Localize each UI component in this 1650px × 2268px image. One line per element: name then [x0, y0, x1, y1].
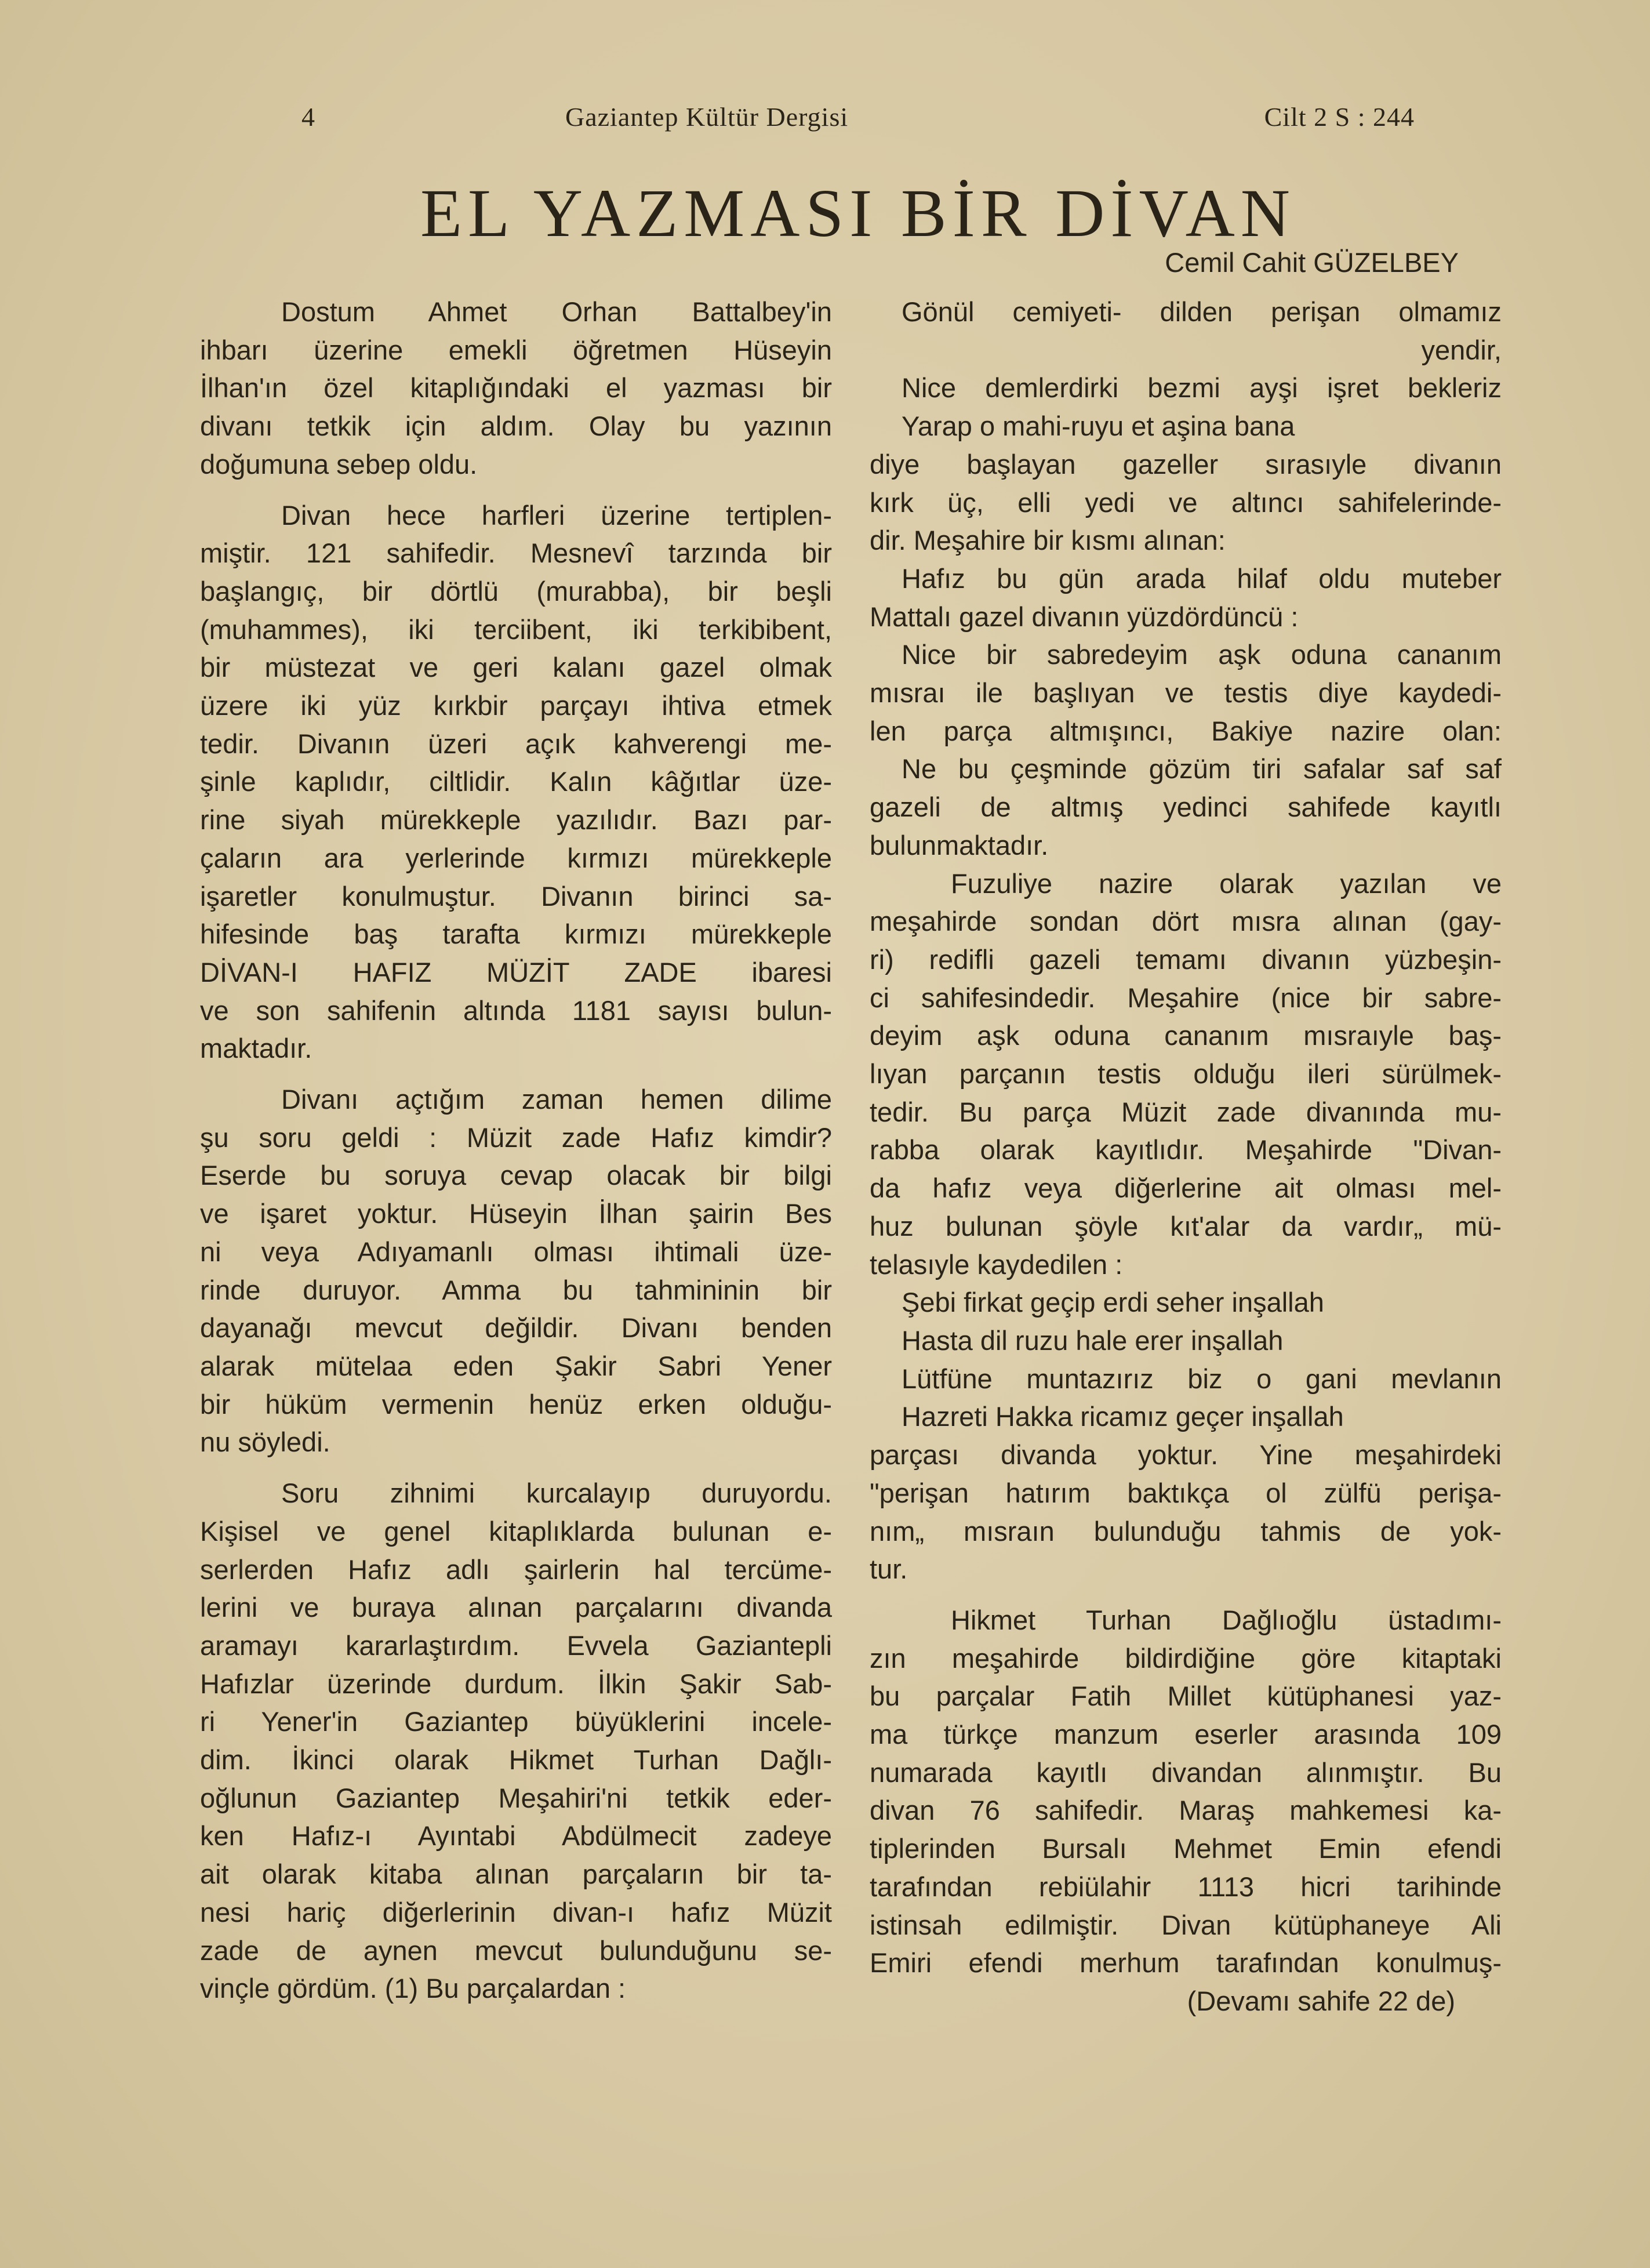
- paragraph: [870, 865, 1502, 1284]
- text-line: numarada kayıtlı divandan alınmıştır. Bu: [870, 1757, 1502, 1788]
- text-line: Hafızlar üzerinde durdum. İlkin Şakir Sab-: [200, 1668, 832, 1699]
- text-line: (muhammes), iki terciibent, iki terkibibent,: [200, 614, 832, 645]
- text-line: ri Yener'in Gaziantep büyüklerini incele-: [200, 1706, 832, 1737]
- paragraph: [870, 788, 1502, 864]
- text-line: miştir. 121 sahifedir. Mesnevî tarzında bir: [200, 538, 832, 569]
- text-line: alarak mütelaa eden Şakir Sabri Yener: [200, 1350, 832, 1381]
- verse-block: [870, 750, 1502, 788]
- text-line: bu parçalar Fatih Millet kütüphanesi yaz-: [870, 1681, 1502, 1712]
- article-author: Cemil Cahit GÜZELBEY: [1165, 247, 1459, 278]
- text-line: rine siyah mürekkeple yazılıdır. Bazı par-: [200, 804, 832, 836]
- verse-line: Gönül cemiyeti- dilden perişan olmamız: [902, 296, 1502, 327]
- verse-line: yendir,: [1421, 334, 1502, 365]
- text-line: Hikmet Turhan Dağlıoğlu üstadımı-: [951, 1604, 1502, 1635]
- text-line: doğumuna sebep oldu.: [200, 448, 478, 480]
- text-line: şinle kaplıdır, ciltlidir. Kalın kâğıtlar üze-: [200, 766, 832, 797]
- text-line: ait olarak kitaba alınan parçaların bir ta-: [200, 1859, 832, 1890]
- text-line: oğlunun Gaziantep Meşahiri'ni tetkik eder-: [200, 1782, 832, 1813]
- paragraph: [200, 1474, 832, 2008]
- text-line: aramayı kararlaştırdım. Evvela Gaziantepli: [200, 1630, 832, 1661]
- text-line: divan 76 sahifedir. Maraş mahkemesi ka-: [870, 1795, 1502, 1826]
- text-line: Kişisel ve genel kitaplıklarda bulunan e-: [200, 1515, 832, 1547]
- verse-line: Yarap o mahi-ruyu et aşina bana: [902, 411, 1295, 442]
- text-line: DİVAN-I HAFIZ MÜZİT ZADE ibaresi: [200, 956, 832, 988]
- text-line: bir müstezat ve geri kalanı gazel olmak: [200, 652, 832, 683]
- text-line: ma türkçe manzum eserler arasında 109: [870, 1719, 1502, 1750]
- verse-line: Hazreti Hakka ricamız geçer inşallah: [902, 1401, 1344, 1432]
- text-line: nım„ mısraın bulunduğu tahmis de yok-: [870, 1515, 1502, 1547]
- text-line: rinde duruyor. Amma bu tahmininin bir: [200, 1274, 832, 1305]
- text-line: da hafız veya diğerlerine ait olması mel-: [870, 1173, 1502, 1204]
- text-line: ni veya Adıyamanlı olması ihtimali üze-: [200, 1236, 832, 1267]
- text-line: hifesinde baş tarafta kırmızı mürekkeple: [200, 919, 832, 950]
- page-number: 4: [301, 102, 315, 132]
- text-line: ken Hafız-ı Ayıntabi Abdülmecit zadeye: [200, 1820, 832, 1852]
- text-line: divanı tetkik için aldım. Olay bu yazının: [200, 411, 832, 442]
- text-line: Mattalı gazel divanın yüzdördüncü :: [870, 601, 1299, 632]
- text-line: Divan hece harfleri üzerine tertiplen-: [281, 499, 832, 531]
- verse-block: [870, 293, 1502, 445]
- text-line: diye başlayan gazeller sırasıyle divanın: [870, 448, 1502, 480]
- verse-line: Hasta dil ruzu hale erer inşallah: [902, 1324, 1284, 1356]
- paragraph: [870, 674, 1502, 750]
- text-line: bir hüküm vermenin henüz erken olduğu-: [200, 1388, 832, 1420]
- text-line: Fuzuliye nazire olarak yazılan ve: [951, 868, 1502, 899]
- text-line: tarafından rebiülahir 1113 hicri tarihinde: [870, 1871, 1502, 1902]
- text-line: ci sahifesindedir. Meşahire (nice bir sabre-: [870, 982, 1502, 1013]
- paragraph: [870, 1601, 1502, 1982]
- verse-line: Şebi firkat geçip erdi seher inşallah: [902, 1287, 1324, 1318]
- text-line: Divanı açtığım zaman hemen dilime: [281, 1084, 832, 1115]
- text-line: başlangıç, bir dörtlü (murabba), bir beşli: [200, 575, 832, 607]
- verse-line: Nice demlerdirki bezmi ayşi işret bekleriz: [902, 372, 1502, 404]
- text-line: vinçle gördüm. (1) Bu parçalardan :: [200, 1973, 626, 2004]
- text-line: tiplerinden Bursalı Mehmet Emin efendi: [870, 1833, 1502, 1864]
- article-title: EL YAZMASI BİR DİVAN: [420, 175, 1296, 251]
- text-line: tedir. Divanın üzeri açık kahverengi me-: [200, 728, 832, 759]
- journal-name: Gaziantep Kültür Dergisi: [565, 102, 849, 132]
- text-line: huz bulunan şöyle kıt'alar da vardır„ mü-: [870, 1210, 1502, 1242]
- continuation-note: [870, 1982, 1502, 2020]
- volume-issue: Cilt 2 S : 244: [1264, 102, 1415, 132]
- left-column: [200, 293, 832, 2008]
- verse-block: [870, 560, 1502, 598]
- text-line: zın meşahirde bildirdiğine göre kitaptaki: [870, 1642, 1502, 1674]
- text-line: İlhan'ın özel kitaplığındaki el yazması bir: [200, 372, 832, 404]
- text-line: telasıyle kaydedilen :: [870, 1249, 1123, 1280]
- text-line: dayanağı mevcut değildir. Divanı benden: [200, 1312, 832, 1344]
- verse-block: [870, 636, 1502, 674]
- text-line: şu soru geldi : Müzit zade Hafız kimdir?: [200, 1122, 832, 1153]
- text-line: istinsah edilmiştir. Divan kütüphaneye Ali: [870, 1909, 1502, 1940]
- verse-line: Ne bu çeşminde gözüm tiri safalar saf saf: [902, 753, 1502, 785]
- paragraph: [200, 293, 832, 484]
- text-line: mısraı ile başlıyan ve testis diye kaydedi-: [870, 677, 1502, 709]
- text-line: serlerden Hafız adlı şairlerin hal tercüme-: [200, 1554, 832, 1585]
- text-line: ri) redifli gazeli temamı divanın yüzbeşin-: [870, 944, 1502, 975]
- text-line: ve son sahifenin altında 1181 sayısı bulun-: [200, 995, 832, 1026]
- text-line: dir. Meşahire bir kısmı alınan:: [870, 525, 1226, 556]
- text-line: dim. İkinci olarak Hikmet Turhan Dağlı-: [200, 1744, 832, 1776]
- text-line: Emiri efendi merhum tarafından konulmuş-: [870, 1947, 1502, 1979]
- text-line: ve işaret yoktur. Hüseyin İlhan şairin Bes: [200, 1198, 832, 1229]
- paragraph: [870, 1436, 1502, 1588]
- paragraph: [870, 445, 1502, 560]
- paragraph: [870, 598, 1502, 636]
- text-line: üzere iki yüz kırkbir parçayı ihtiva etmek: [200, 690, 832, 721]
- continued-on-page: (Devamı sahife 22 de): [1187, 1985, 1455, 2016]
- text-line: bulunmaktadır.: [870, 829, 1049, 861]
- verse-block: [870, 1283, 1502, 1436]
- text-line: ihbarı üzerine emekli öğretmen Hüseyin: [200, 334, 832, 365]
- right-column: [870, 293, 1502, 2020]
- text-line: kırk üç, elli yedi ve altıncı sahifelerinde-: [870, 487, 1502, 518]
- text-line: tedir. Bu parça Müzit zade divanında mu-: [870, 1096, 1502, 1127]
- text-line: lerini ve buraya alınan parçalarını divanda: [200, 1592, 832, 1623]
- paragraph: [200, 496, 832, 1068]
- text-line: maktadır.: [200, 1033, 312, 1064]
- text-line: "perişan hatırım baktıkça ol zülfü perişa-: [870, 1477, 1502, 1508]
- text-line: rabba olarak kayıtlıdır. Meşahirde "Divan-: [870, 1134, 1502, 1166]
- text-line: nu söyledi.: [200, 1427, 330, 1458]
- text-line: lıyan parçanın testis olduğu ileri sürülmek-: [870, 1058, 1502, 1090]
- text-line: işaretler konulmuştur. Divanın birinci sa-: [200, 880, 832, 912]
- text-line: gazeli de altmış yedinci sahifede kayıtlı: [870, 792, 1502, 823]
- text-line: Eserde bu soruya cevap olacak bir bilgi: [200, 1160, 832, 1191]
- text-line: meşahirde sondan dört mısra alınan (gay-: [870, 906, 1502, 937]
- text-line: tur.: [870, 1554, 908, 1585]
- text-line: Soru zihnimi kurcalayıp duruyordu.: [281, 1478, 832, 1509]
- text-line: zade de aynen mevcut bulunduğunu se-: [200, 1935, 832, 1966]
- text-line: len parça altmışıncı, Bakiye nazire olan:: [870, 715, 1502, 746]
- text-line: Dostum Ahmet Orhan Battalbey'in: [281, 296, 832, 327]
- text-line: çaların ara yerlerinde kırmızı mürekkeple: [200, 842, 832, 873]
- text-line: parçası divanda yoktur. Yine meşahirdeki: [870, 1439, 1502, 1471]
- verse-line: Lütfüne muntazırız biz o gani mevlanın: [902, 1363, 1502, 1394]
- paragraph: [200, 1080, 832, 1461]
- text-line: nesi hariç diğerlerinin divan-ı hafız Müzit: [200, 1896, 832, 1928]
- verse-line: Nice bir sabredeyim aşk oduna cananım: [902, 639, 1502, 670]
- text-line: deyim aşk oduna cananım mısraıyle baş-: [870, 1020, 1502, 1051]
- verse-line: Hafız bu gün arada hilaf oldu muteber: [902, 563, 1502, 594]
- running-header: [301, 101, 1415, 142]
